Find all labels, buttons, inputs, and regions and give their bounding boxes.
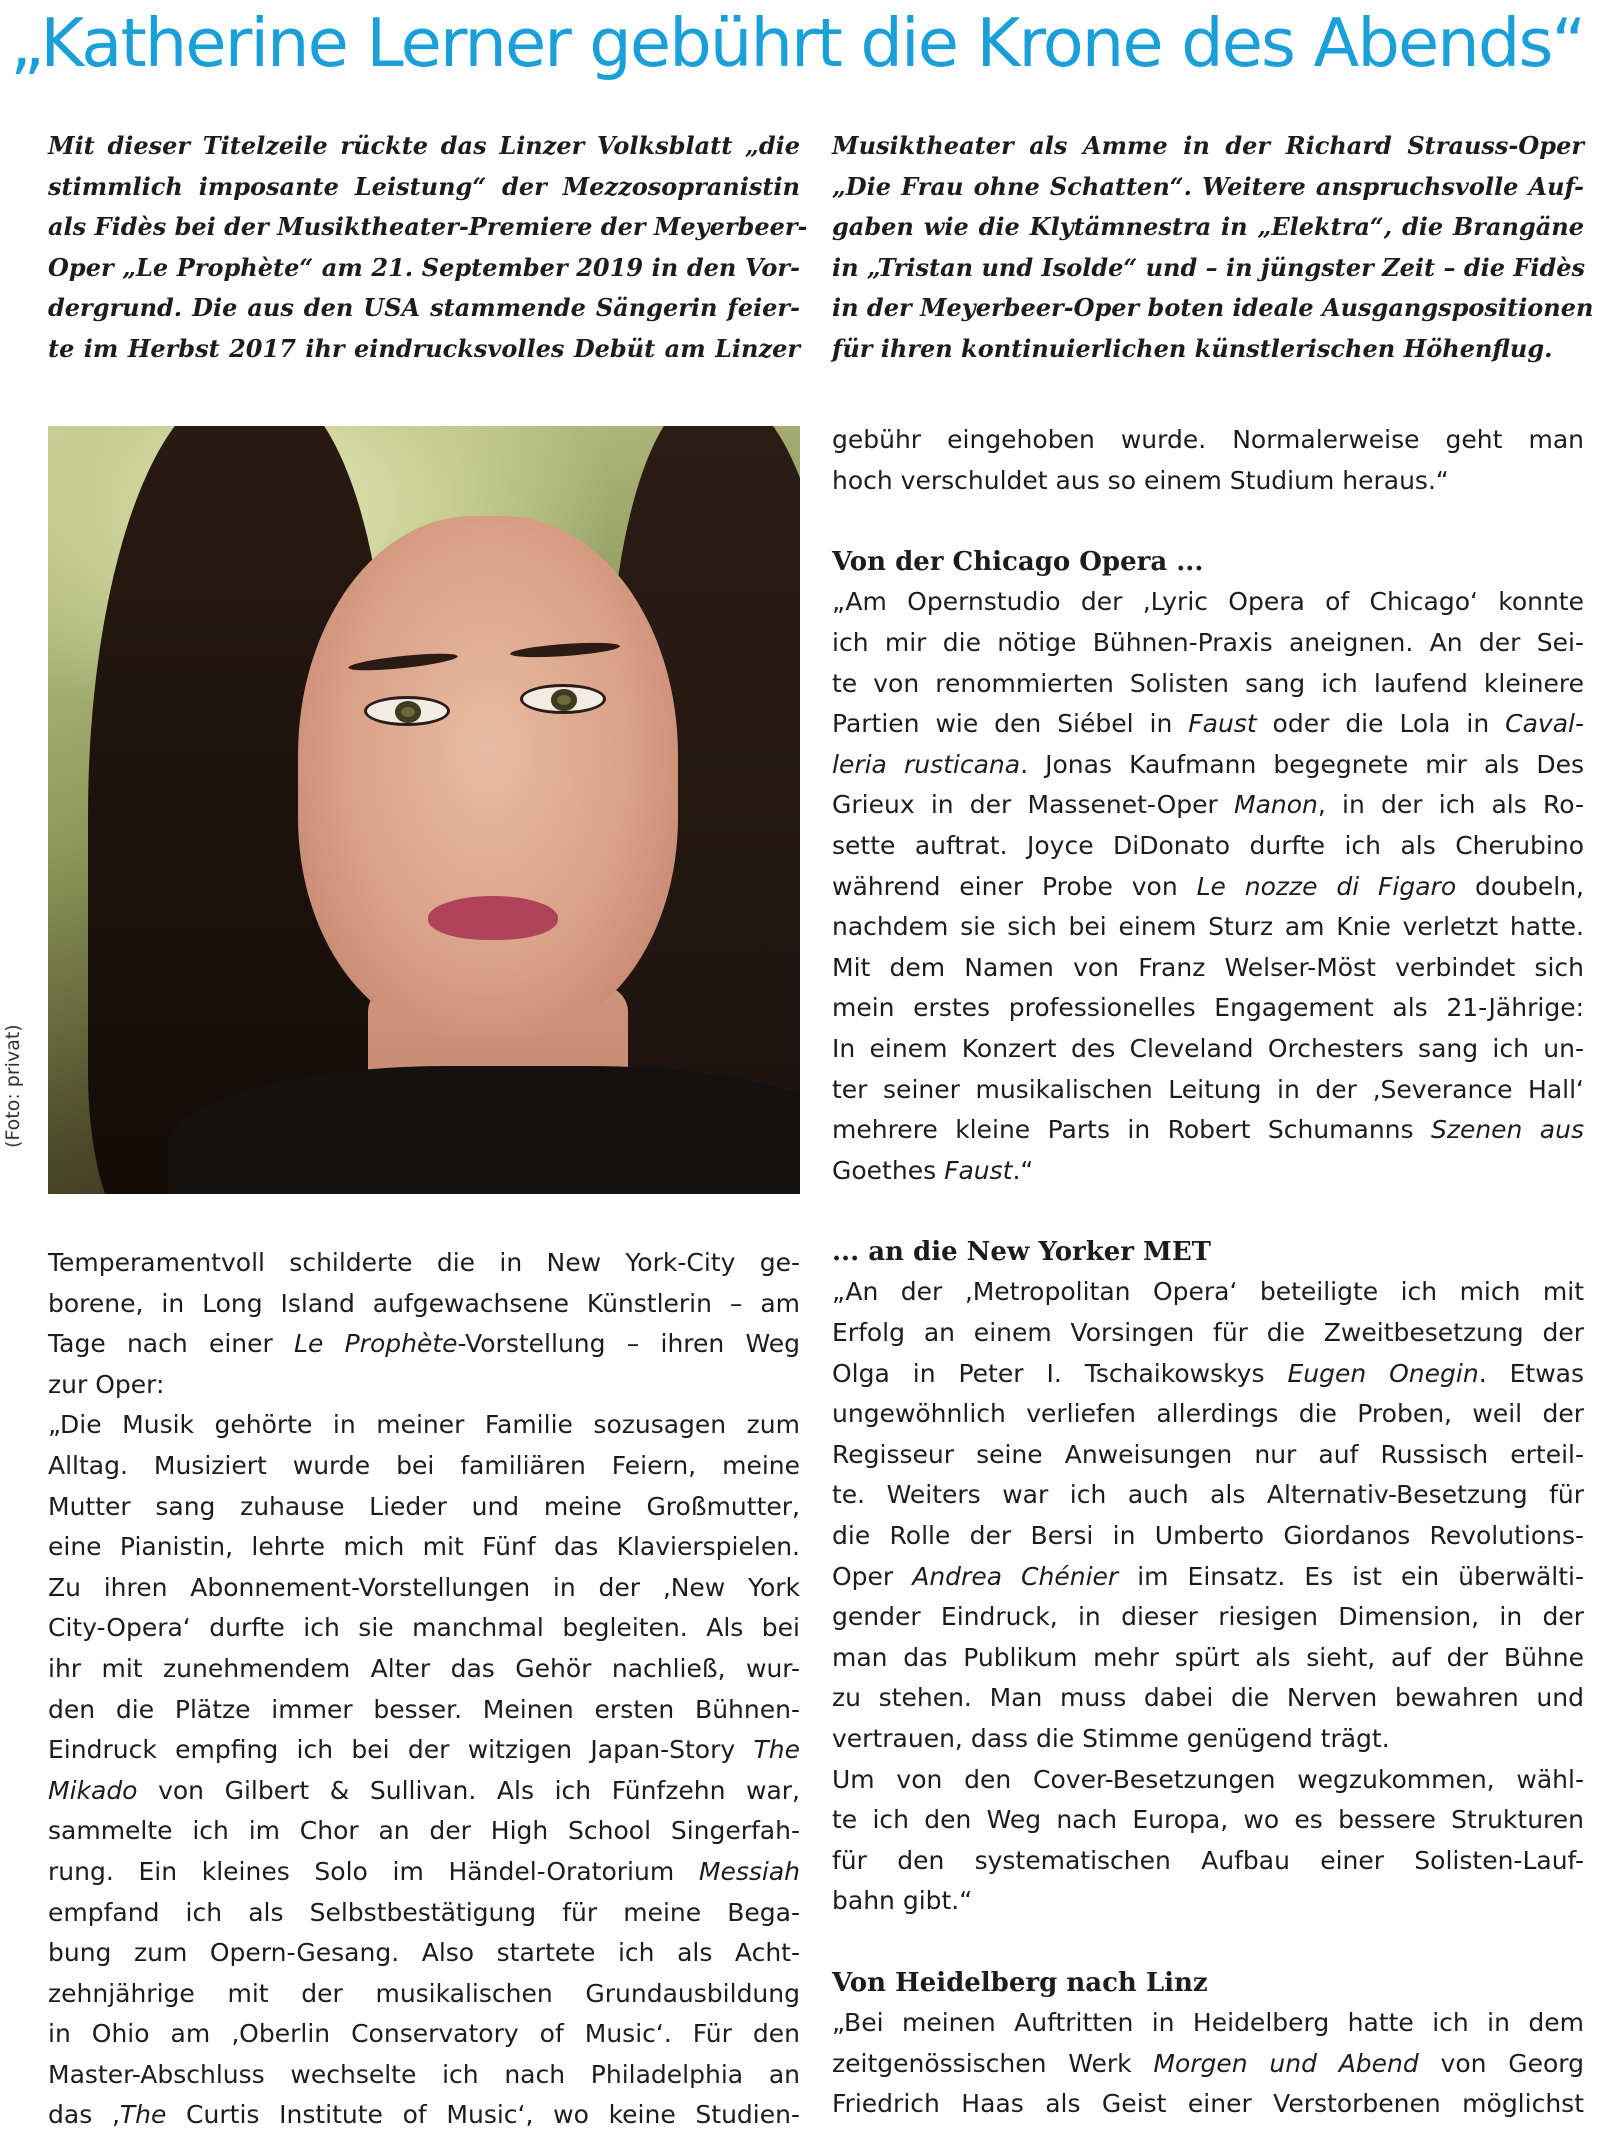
body-column-right bbox=[832, 420, 1584, 2125]
text-line: nachdem sie sich bei einem Sturz am Knie verletzt hatte. bbox=[832, 912, 1584, 942]
text-line: ich mir die nötige Bühnen-Praxis aneignen. An der Sei- bbox=[832, 627, 1584, 657]
section-heading: Von Heidelberg nach Linz bbox=[832, 1967, 1208, 1998]
text-line: ungewöhnlich verliefen allerdings die Proben, weil der bbox=[832, 1399, 1584, 1429]
text-line: in Ohio am ‚Oberlin Conservatory of Music‘. Für den bbox=[48, 2019, 800, 2049]
text-line: eine Pianistin, lehrte mich mit Fünf das Klavierspielen. bbox=[48, 1532, 800, 1562]
text-line: sette auftrat. Joyce DiDonato durfte ich als Cherubino bbox=[832, 830, 1584, 860]
photo-shirt bbox=[168, 1066, 800, 1194]
paragraph-gap bbox=[832, 501, 1584, 542]
section-heading: ... an die New Yorker MET bbox=[832, 1236, 1211, 1267]
photo-eye bbox=[520, 684, 606, 714]
text-line: „Bei meinen Auftritten in Heidelberg hatte ich in dem bbox=[832, 2008, 1584, 2038]
text-line: die Rolle der Bersi in Umberto Giordanos Revolutions- bbox=[832, 1521, 1584, 1551]
text-line: te. Weiters war ich auch als Alternativ-Besetzung für bbox=[832, 1480, 1584, 1510]
text-line: borene, in Long Island aufgewachsene Künstlerin – am bbox=[48, 1288, 800, 1318]
paragraph-gap bbox=[832, 1191, 1584, 1232]
lead-line: gaben wie die Klytämnestra in „Elektra“, die Brangäne bbox=[832, 212, 1584, 242]
text-line: für den systematischen Aufbau einer Solisten-Lauf- bbox=[832, 1845, 1584, 1875]
text-line: sammelte ich im Chor an der High School Singerfah- bbox=[48, 1816, 800, 1846]
text-line: zu stehen. Man muss dabei die Nerven bewahren und bbox=[832, 1683, 1584, 1713]
text-line: Oper Andrea Chénier im Einsatz. Es ist ein überwälti- bbox=[832, 1561, 1585, 1591]
text-line: man das Publikum mehr spürt als sieht, auf der Bühne bbox=[832, 1642, 1584, 1672]
portrait-photo bbox=[48, 426, 800, 1194]
text-line: rung. Ein kleines Solo im Händel-Oratorium Messiah bbox=[48, 1856, 800, 1886]
text-line: vertrauen, dass die Stimme genügend trägt. bbox=[832, 1724, 1390, 1753]
text-line: Zu ihren Abonnement-Vorstellungen in der ‚New York bbox=[48, 1572, 800, 1602]
lead-line: te im Herbst 2017 ihr eindrucksvolles Debüt am Linzer bbox=[48, 333, 800, 363]
text-line: hoch verschuldet aus so einem Studium heraus.“ bbox=[832, 465, 1449, 495]
lead-line: in der Meyerbeer-Oper boten ideale Ausgangspositionen bbox=[832, 293, 1594, 323]
text-line: Goethes Faust.“ bbox=[832, 1155, 1034, 1185]
photo-credit: (Foto: privat) bbox=[2, 1024, 24, 1148]
lead-line: als Fidès bei der Musiktheater-Premiere der Meyerbeer- bbox=[48, 212, 808, 242]
text-line: mehrere kleine Parts in Robert Schumanns Szenen aus bbox=[832, 1115, 1584, 1145]
photo-lips bbox=[428, 896, 558, 940]
lead-line: „Die Frau ohne Schatten“. Weitere anspruchsvolle Auf- bbox=[832, 171, 1584, 201]
text-line: Alltag. Musiziert wurde bei familiären Feiern, meine bbox=[48, 1450, 800, 1480]
text-line: zehnjährige mit der musikalischen Grundausbildung bbox=[48, 1978, 800, 2008]
text-line: zur Oper: bbox=[48, 1369, 165, 1399]
text-line: Tage nach einer Le Prophète-Vorstellung – ihren Weg bbox=[48, 1329, 800, 1359]
text-line: Um von den Cover-Besetzungen wegzukommen, wähl- bbox=[832, 1764, 1584, 1794]
text-line: mein erstes professionelles Engagement als 21-Jährige: bbox=[832, 993, 1584, 1023]
text-line: Master-Abschluss wechselte ich nach Philadelphia an bbox=[48, 2059, 800, 2089]
section-heading: Von der Chicago Opera ... bbox=[832, 546, 1204, 577]
text-line: bung zum Opern-Gesang. Also startete ich als Acht- bbox=[48, 1938, 800, 1968]
lead-line: Mit dieser Titelzeile rückte das Linzer Volksblatt „die bbox=[48, 131, 800, 160]
text-line: City-Opera‘ durfte ich sie manchmal begleiten. Als bei bbox=[48, 1613, 800, 1643]
text-line: zeitgenössischen Werk Morgen und Abend von Georg bbox=[832, 2048, 1584, 2078]
text-line: „An der ‚Metropolitan Opera‘ beteiligte ich mich mit bbox=[832, 1277, 1584, 1307]
text-line: gebühr eingehoben wurde. Normalerweise geht man bbox=[832, 425, 1584, 454]
text-line: empfand ich als Selbstbestätigung für meine Bega- bbox=[48, 1897, 800, 1927]
text-line: bahn gibt.“ bbox=[832, 1886, 973, 1916]
text-line: Mutter sang zuhause Lieder und meine Großmutter, bbox=[48, 1491, 800, 1521]
headline: „Katherine Lerner gebührt die Krone des Abends“ bbox=[10, 4, 1585, 82]
lead-line: für ihren kontinuierlichen künstlerischen Höhenflug. bbox=[832, 333, 1553, 363]
text-line: „Am Opernstudio der ‚Lyric Opera of Chicago‘ konnte bbox=[832, 587, 1584, 617]
paragraph-gap bbox=[832, 1922, 1584, 1963]
body-column-left bbox=[48, 1243, 800, 2136]
text-line: Grieux in der Massenet-Oper Manon, in der ich als Ro- bbox=[832, 790, 1585, 820]
text-line: Eindruck empfing ich bei der witzigen Japan-Story The bbox=[48, 1735, 800, 1765]
text-line: Temperamentvoll schilderte die in New York-City ge- bbox=[48, 1248, 800, 1277]
text-line: Regisseur seine Anweisungen nur auf Russisch erteil- bbox=[832, 1439, 1584, 1469]
lead-line: Oper „Le Prophète“ am 21. September 2019 in den Vor- bbox=[48, 252, 800, 282]
text-line: Mikado von Gilbert & Sullivan. Als ich Fünfzehn war, bbox=[48, 1775, 800, 1805]
lead-paragraph-left bbox=[48, 126, 808, 370]
text-line: ter seiner musikalischen Leitung in der ‚Severance Hall‘ bbox=[832, 1074, 1584, 1104]
text-line: „Die Musik gehörte in meiner Familie sozusagen zum bbox=[48, 1410, 800, 1440]
text-line: Partien wie den Siébel in Faust oder die Lola in Caval- bbox=[832, 709, 1585, 739]
text-line: Mit dem Namen von Franz Welser-Möst verbindet sich bbox=[832, 952, 1584, 982]
text-line: leria rusticana. Jonas Kaufmann begegnete mir als Des bbox=[832, 749, 1584, 779]
text-line: te von renommierten Solisten sang ich laufend kleinere bbox=[832, 668, 1584, 698]
text-line: Friedrich Haas als Geist einer Verstorbenen möglichst bbox=[832, 2089, 1584, 2119]
text-line: den die Plätze immer besser. Meinen ersten Bühnen- bbox=[48, 1694, 800, 1724]
text-line: Erfolg an einem Vorsingen für die Zweitbesetzung der bbox=[832, 1318, 1584, 1348]
text-line: Olga in Peter I. Tschaikowskys Eugen Onegin. Etwas bbox=[832, 1358, 1584, 1388]
text-line: das ‚The Curtis Institute of Music‘, wo keine Studien- bbox=[48, 2100, 800, 2130]
text-line: In einem Konzert des Cleveland Orchesters sang ich un- bbox=[832, 1033, 1584, 1063]
lead-paragraph-right bbox=[832, 126, 1594, 370]
text-line: ihr mit zunehmendem Alter das Gehör nachließ, wur- bbox=[48, 1653, 800, 1683]
lead-line: in „Tristan und Isolde“ und – in jüngster Zeit – die Fidès bbox=[832, 252, 1586, 282]
lead-line: Musiktheater als Amme in der Richard Strauss-Oper bbox=[832, 131, 1584, 160]
lead-line: stimmlich imposante Leistung“ der Mezzosopranistin bbox=[48, 171, 800, 201]
photo-eye bbox=[364, 696, 450, 726]
text-line: te ich den Weg nach Europa, wo es bessere Strukturen bbox=[832, 1805, 1584, 1835]
lead-line: dergrund. Die aus den USA stammende Sängerin feier- bbox=[48, 293, 800, 323]
text-line: während einer Probe von Le nozze di Figaro doubeln, bbox=[832, 871, 1584, 901]
text-line: gender Eindruck, in dieser riesigen Dimension, in der bbox=[832, 1602, 1584, 1632]
photo-face bbox=[298, 516, 678, 1036]
